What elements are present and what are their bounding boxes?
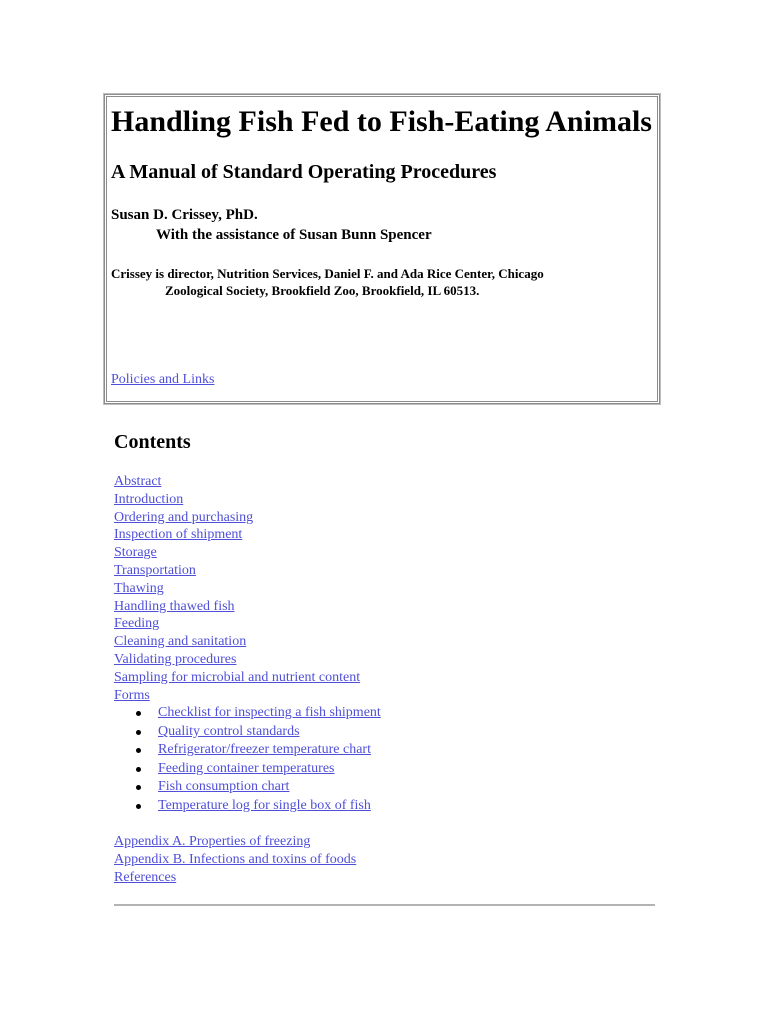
form-link-temperature-log[interactable]: Temperature log for single box of fish (158, 797, 371, 813)
toc-link-feeding[interactable]: Feeding (114, 616, 160, 632)
toc-link-transportation[interactable]: Transportation (114, 562, 196, 578)
list-item (158, 704, 381, 723)
toc-link-validating[interactable]: Validating procedures (114, 651, 237, 667)
bullet-icon (136, 730, 141, 735)
form-link-feeding-container[interactable]: Feeding container temperatures (158, 760, 335, 776)
form-link-refrigerator-chart[interactable]: Refrigerator/freezer temperature chart (158, 742, 371, 758)
toc-link-abstract[interactable]: Abstract (114, 474, 162, 489)
toc-link-references[interactable]: References (114, 869, 177, 885)
title-box (104, 94, 660, 404)
forms-list (114, 704, 381, 815)
bullet-icon (136, 748, 141, 753)
bullet-icon (136, 785, 141, 790)
assistance-credit: With the assistance of Susan Bunn Spencer (156, 227, 432, 243)
form-link-checklist[interactable]: Checklist for inspecting a fish shipment (158, 705, 381, 721)
title-box-inner (111, 101, 653, 397)
toc-link-sampling[interactable]: Sampling for microbial and nutrient content (114, 669, 361, 685)
toc-link-forms[interactable]: Forms (114, 687, 150, 703)
toc-link-appendix-a[interactable]: Appendix A. Properties of freezing (114, 834, 311, 850)
toc-link-introduction[interactable]: Introduction (114, 491, 184, 507)
toc-link-cleaning[interactable]: Cleaning and sanitation (114, 634, 247, 650)
policies-and-links-link[interactable]: Policies and Links (111, 372, 215, 387)
toc-link-thawing[interactable]: Thawing (114, 580, 164, 596)
toc-link-storage[interactable]: Storage (114, 545, 157, 561)
form-link-consumption-chart[interactable]: Fish consumption chart (158, 779, 290, 795)
toc-link-ordering[interactable]: Ordering and purchasing (114, 509, 254, 525)
affiliation-line-2: Zoological Society, Brookfield Zoo, Brookfield, IL 60513. (165, 283, 480, 298)
list-item (158, 741, 381, 760)
toc-link-inspection[interactable]: Inspection of shipment (114, 527, 243, 543)
table-of-contents (114, 473, 381, 887)
page-subtitle: A Manual of Standard Operating Procedures (111, 161, 497, 183)
list-spacer (114, 815, 381, 833)
affiliation-line-1: Crissey is director, Nutrition Services, Daniel F. and Ada Rice Center, Chicago (111, 266, 544, 281)
author-name: Susan D. Crissey, PhD. (111, 207, 258, 223)
contents-heading: Contents (114, 431, 191, 453)
toc-link-handling-thawed-fish[interactable]: Handling thawed fish (114, 598, 235, 614)
bullet-icon (136, 804, 141, 809)
bullet-icon (136, 711, 141, 716)
form-link-quality-control[interactable]: Quality control standards (158, 723, 300, 739)
horizontal-divider (114, 904, 655, 906)
list-item (158, 797, 381, 816)
bullet-icon (136, 767, 141, 772)
list-item (158, 778, 381, 797)
list-item (158, 760, 381, 779)
toc-link-appendix-b[interactable]: Appendix B. Infections and toxins of foods (114, 852, 357, 868)
list-item (158, 723, 381, 742)
page-title: Handling Fish Fed to Fish-Eating Animals (111, 105, 652, 138)
